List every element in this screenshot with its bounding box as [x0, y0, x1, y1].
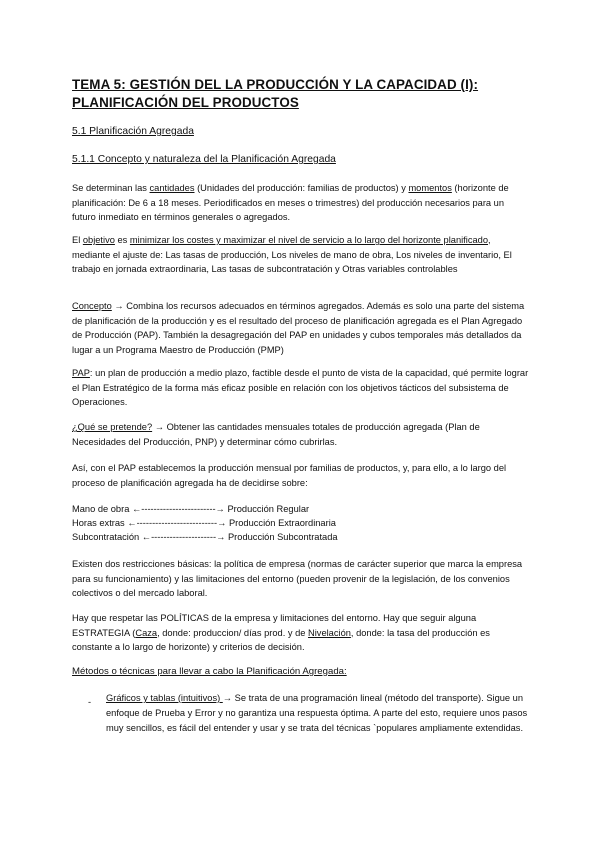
- mapping-row: [72, 516, 336, 531]
- underlined-term: objetivo: [82, 235, 115, 245]
- mapping-left: Mano de obra: [72, 504, 130, 514]
- paragraph-politicas: [72, 611, 530, 655]
- underlined-term: Concepto: [72, 301, 112, 311]
- mapping-row: [72, 502, 309, 517]
- text: , donde: produccion/ días prod. y de: [157, 627, 309, 638]
- text: → Obtener las cantidades mensuales totales de producción agregada (Plan de Necesidades del Producción, PNP) y determinar cómo cubrirlas.: [72, 422, 480, 447]
- text: El: [72, 235, 83, 245]
- text: es: [114, 235, 130, 245]
- underlined-term: Nivelación: [308, 627, 351, 638]
- mapping-right: Producción Subcontratada: [227, 532, 338, 542]
- mapping-arrow: ←--------------------------→: [124, 518, 229, 528]
- paragraph-pap: [72, 366, 530, 410]
- mapping-right: Producción Regular: [227, 504, 310, 514]
- text: , donde: la tasa del producción es constante a lo largo de horizonte) y criterios de decisión.: [72, 627, 490, 653]
- paragraph-concepto: [72, 299, 530, 357]
- subsection-heading: 5.1.1 Concepto y naturaleza del la Planificación Agregada: [72, 154, 336, 165]
- text: → Se trata de una programación lineal (método del transporte). Sigue un enfoque de Prueba y Error y no garantiza una respuesta óptima. A parte del esto, requiere unos pasos muy sencillos, es fácil del entender y usar y se trata del técnicas `populares ampliamente extendidas.: [106, 693, 528, 733]
- underlined-term: Caza: [135, 627, 158, 638]
- mapping-left: Horas extras: [72, 518, 125, 528]
- mapping-left: Subcontratación: [72, 532, 140, 542]
- paragraph-cantidades: [72, 181, 530, 225]
- list-item: [106, 691, 530, 736]
- paragraph-restricciones: Existen dos restricciones básicas: la política de empresa (normas de carácter superior que marca la empresa para su funcionamiento) y las limitaciones del entorno (pueden provenir de la legislación, de los convenios colectivos o del mercado laboral.: [72, 559, 523, 599]
- section-heading: 5.1 Planificación Agregada: [72, 126, 194, 137]
- text: Hay que respetar las POLÍTICAS de la empresa y limitaciones del entorno. Hay que seguir alguna ESTRATEGIA (: [72, 613, 477, 638]
- paragraph-pretende: [72, 420, 530, 449]
- mapping-right: Producción Extraordinaria: [228, 518, 336, 528]
- mapping-arrow: ←---------------------→: [139, 532, 228, 542]
- underlined-term: Gráficos y tablas (intuitivos): [106, 693, 223, 703]
- underlined-term: minimizar los costes y maximizar el nivel de servicio a lo largo del horizonte planificado: [129, 235, 488, 245]
- underlined-term: PAP: [72, 368, 90, 378]
- text: → Combina los recursos adecuados en términos agregados. Además es solo una parte del sistema de planificación de la producción y es el resultado del proceso de planificación agregada es el Plan Agregado de Producción (PAP). También la desagregación del PAP en unidades y cubos temporales más detallados da lugar a un Programa Maestro de Producción (PMP): [72, 301, 525, 355]
- text: (Unidades del producción: familias de productos) y: [194, 183, 409, 193]
- text: , mediante el ajuste de: Las tasas de producción, Los niveles de mano de obra, Los niveles de inventario, El trabajo en jornada extraordinaria, Las tasas de subcontratación y Otras variables controlables: [72, 235, 512, 275]
- bullet-marker: -: [88, 697, 92, 707]
- underlined-term: ¿Qué se pretende?: [72, 422, 153, 432]
- underlined-term: cantidades: [149, 183, 195, 193]
- mapping-row: [72, 530, 338, 545]
- text: (horizonte de planificación: De 6 a 18 meses. Periodificados en meses o trimestres) del producción necesarios para un futuro inmediato en términos generales o agregados.: [72, 183, 509, 223]
- mapping-arrow: ←------------------------→: [129, 504, 228, 514]
- methods-heading: Métodos o técnicas para llevar a cabo la Planificación Agregada:: [72, 666, 347, 677]
- text: : un plan de producción a medio plazo, factible desde el punto de vista de la capacidad, qué permite lograr el Plan Estratégico de la forma más eficaz posible en relación con los objetivos tácticos del subsistema de Operaciones.: [72, 368, 529, 408]
- paragraph-asi: Así, con el PAP establecemos la producción mensual por familias de productos, y, para ello, a lo largo del proceso de planificación agregada ha de decidirse sobre:: [72, 463, 507, 488]
- page-title: TEMA 5: GESTIÓN DEL LA PRODUCCIÓN Y LA CAPACIDAD (I): PLANIFICACIÓN DEL PRODUCTOS: [72, 77, 479, 110]
- underlined-term: momentos: [408, 183, 452, 193]
- paragraph-objetivo: [72, 233, 530, 277]
- text: Se determinan las: [72, 183, 150, 193]
